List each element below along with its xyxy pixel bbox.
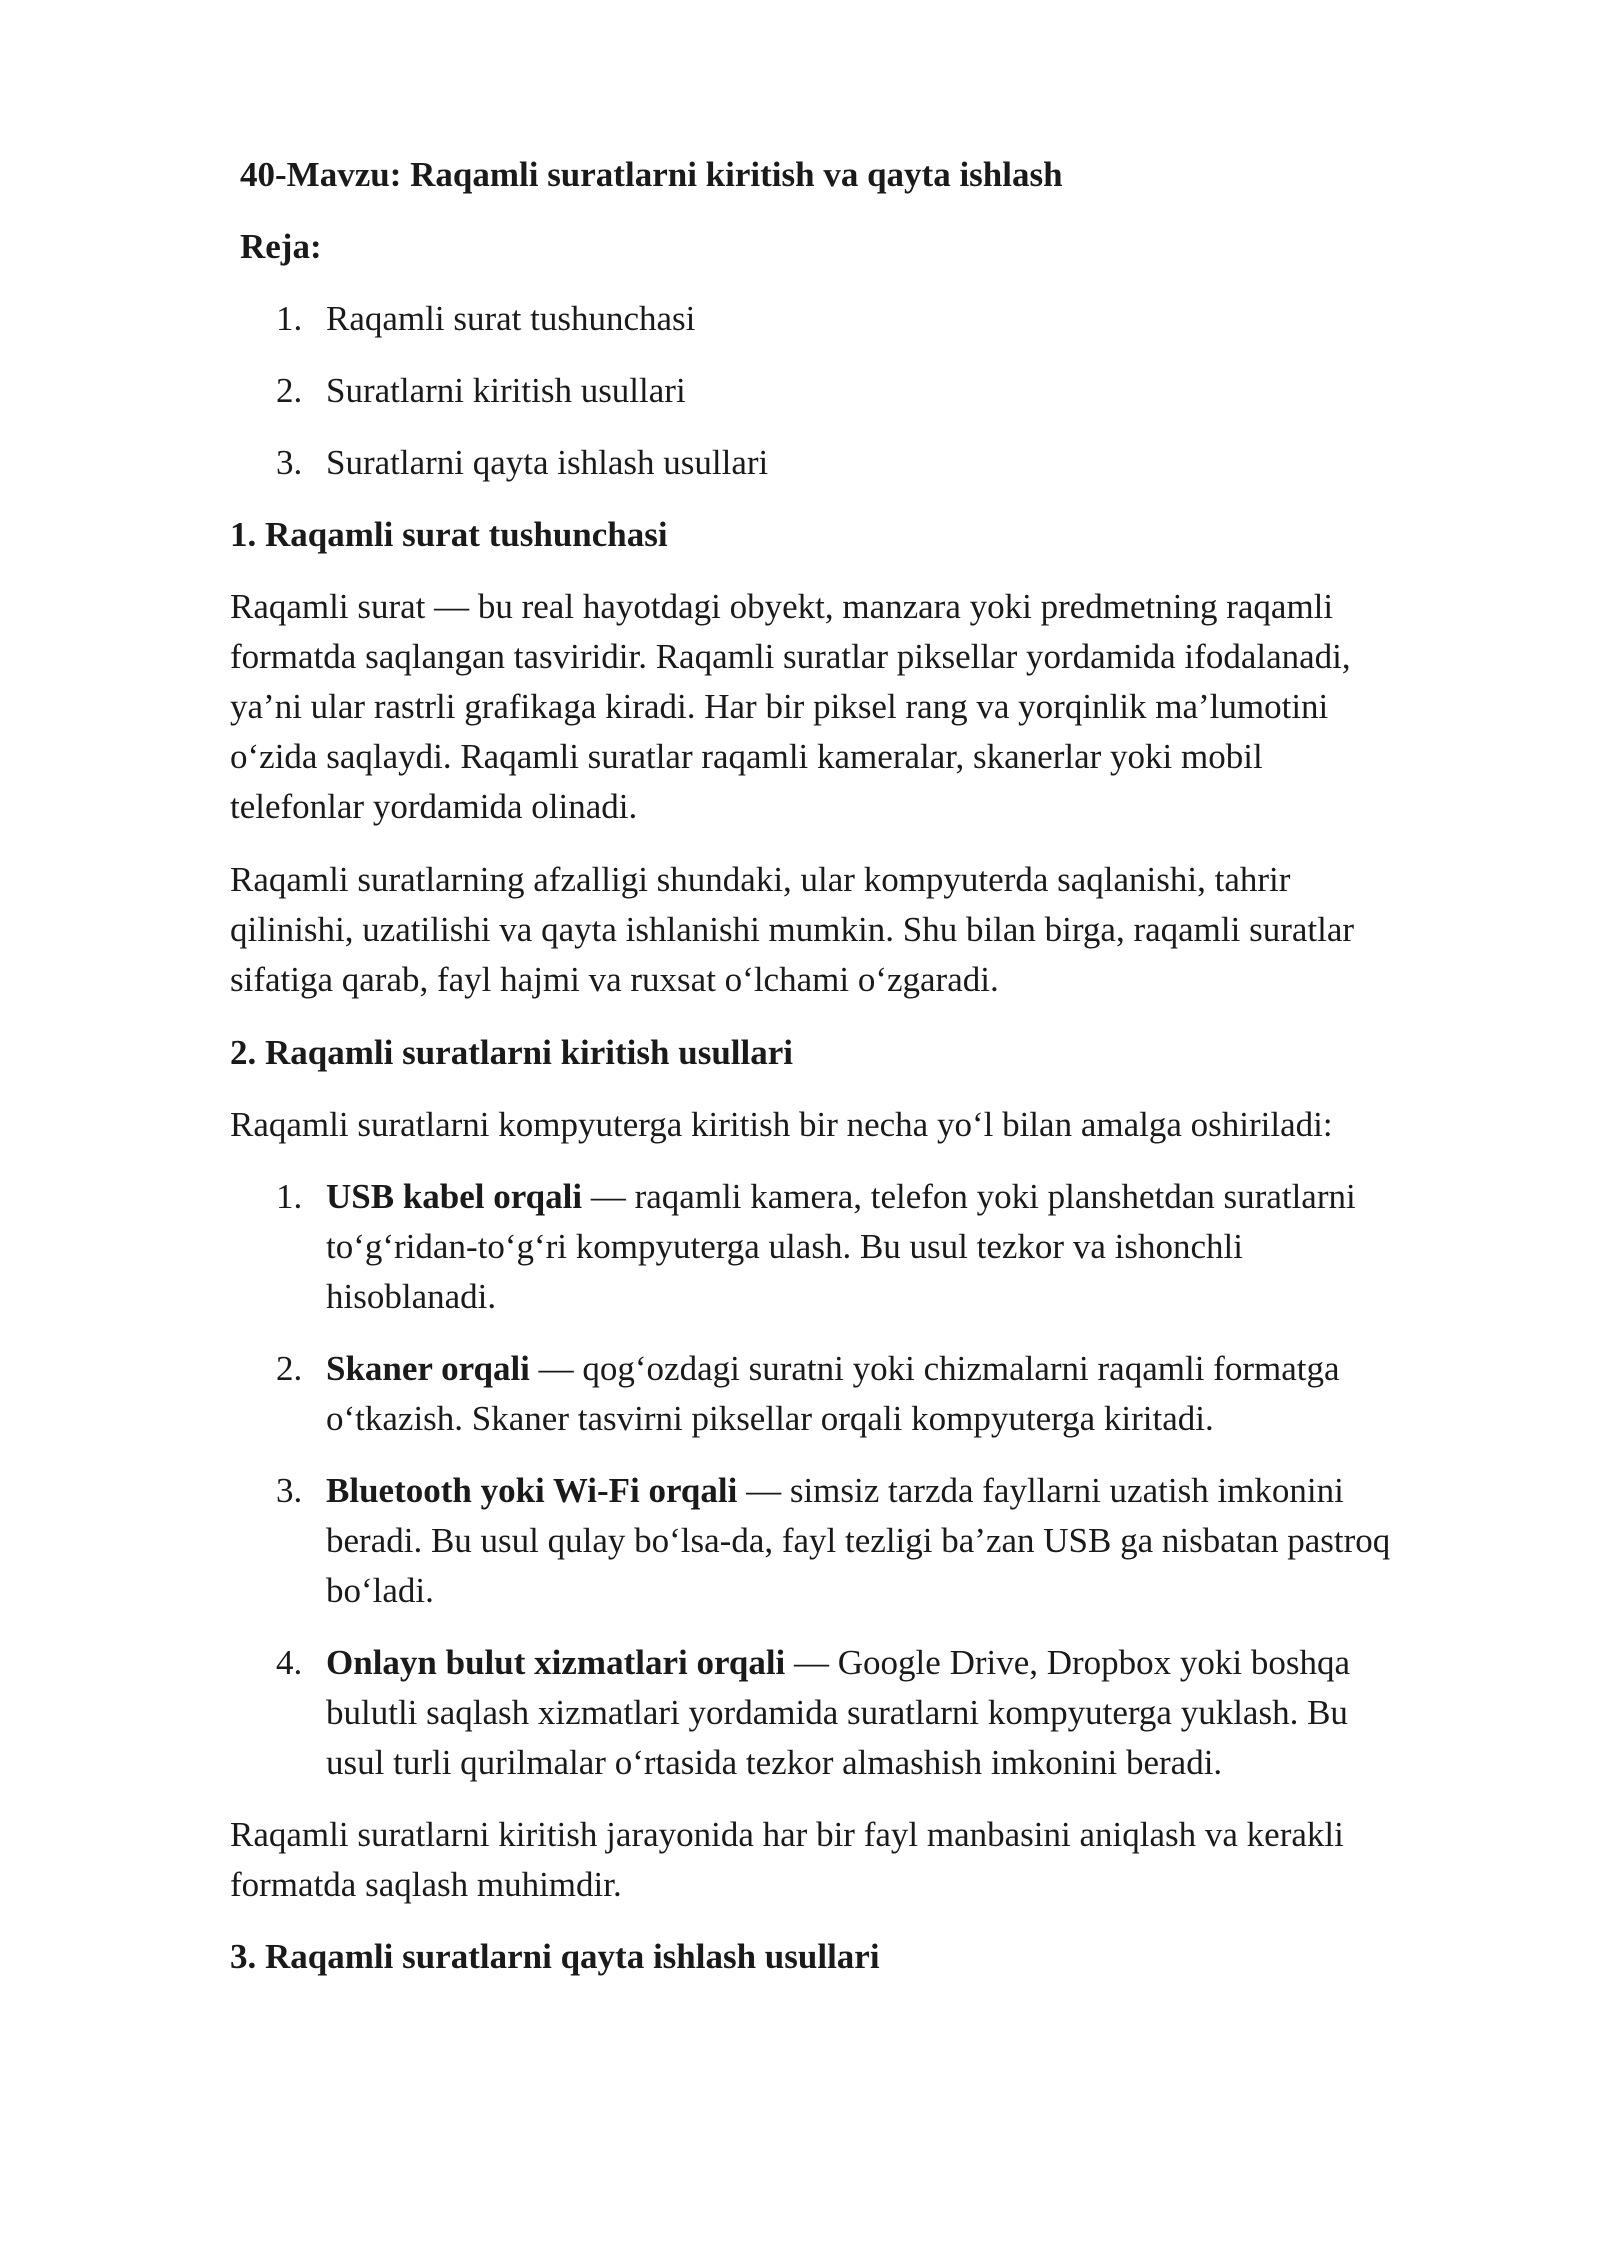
paragraph-line: telefonlar yordamida olinadi. xyxy=(230,787,638,826)
plan-item-text: Raqamli surat tushunchasi xyxy=(326,299,696,338)
section3-heading: 3. Raqamli suratlarni qayta ishlash usullari xyxy=(230,1937,880,1976)
paragraph-line: ya’ni ular rastrli grafikaga kiradi. Har bir piksel rang va yorqinlik ma’lumotini xyxy=(230,687,1329,726)
plan-label: Reja: xyxy=(240,227,322,266)
section1-heading: 1. Raqamli surat tushunchasi xyxy=(230,515,668,554)
method-description: — simsiz tarzda fayllarni uzatish imkonini xyxy=(737,1471,1344,1510)
paragraph-line: Raqamli surat — bu real hayotdagi obyekt, manzara yoki predmetning raqamli xyxy=(230,587,1334,626)
method-line: bulutli saqlash xizmatlari yordamida suratlarni kompyuterga yuklash. Bu xyxy=(326,1693,1348,1732)
method-line: bo‘ladi. xyxy=(326,1571,434,1610)
paragraph-line: formatda saqlangan tasviridir. Raqamli suratlar piksellar yordamida ifodalanadi, xyxy=(230,637,1351,676)
document-title: 40-Mavzu: Raqamli suratlarni kiritish va qayta ishlash xyxy=(240,155,1063,194)
paragraph-line: o‘zida saqlaydi. Raqamli suratlar raqamli kameralar, skanerlar yoki mobil xyxy=(230,737,1263,776)
method-number: 3. xyxy=(276,1471,303,1510)
method-term: USB kabel orqali xyxy=(326,1177,583,1216)
method-term: Skaner orqali xyxy=(326,1349,530,1388)
method-item xyxy=(326,1466,1344,1516)
method-description: — Google Drive, Dropbox yoki boshqa xyxy=(785,1643,1351,1682)
plan-item-number: 3. xyxy=(276,443,303,482)
method-line: hisoblanadi. xyxy=(326,1277,497,1316)
plan-item-text: Suratlarni kiritish usullari xyxy=(326,371,686,410)
method-number: 1. xyxy=(276,1177,303,1216)
method-line: o‘tkazish. Skaner tasvirni piksellar orqali kompyuterga kiritadi. xyxy=(326,1399,1214,1438)
method-item xyxy=(326,1638,1350,1688)
method-line: to‘g‘ridan-to‘g‘ri kompyuterga ulash. Bu usul tezkor va ishonchli xyxy=(326,1227,1243,1266)
paragraph-line: formatda saqlash muhimdir. xyxy=(230,1865,622,1904)
method-line: usul turli qurilmalar o‘rtasida tezkor almashish imkonini beradi. xyxy=(326,1743,1223,1782)
paragraph-line: Raqamli suratlarni kiritish jarayonida har bir fayl manbasini aniqlash va kerakli xyxy=(230,1815,1344,1854)
method-number: 4. xyxy=(276,1643,303,1682)
section2-intro: Raqamli suratlarni kompyuterga kiritish bir necha yo‘l bilan amalga oshiriladi: xyxy=(230,1105,1333,1144)
plan-item-number: 1. xyxy=(276,299,303,338)
section2-heading: 2. Raqamli suratlarni kiritish usullari xyxy=(230,1033,793,1072)
paragraph-line: qilinishi, uzatilishi va qayta ishlanishi mumkin. Shu bilan birga, raqamli suratlar xyxy=(230,910,1355,949)
method-item xyxy=(326,1344,1340,1394)
plan-item-text: Suratlarni qayta ishlash usullari xyxy=(326,443,769,482)
method-number: 2. xyxy=(276,1349,303,1388)
method-term: Bluetooth yoki Wi-Fi orqali xyxy=(326,1471,738,1510)
method-description: — raqamli kamera, telefon yoki planshetdan suratlarni xyxy=(582,1177,1356,1216)
paragraph-line: sifatiga qarab, fayl hajmi va ruxsat o‘lchami o‘zgaradi. xyxy=(230,960,999,999)
method-item xyxy=(326,1172,1356,1222)
paragraph-line: Raqamli suratlarning afzalligi shundaki, ular kompyuterda saqlanishi, tahrir xyxy=(230,860,1291,899)
method-description: — qog‘ozdagi suratni yoki chizmalarni raqamli formatga xyxy=(529,1349,1340,1388)
plan-item-number: 2. xyxy=(276,371,303,410)
method-line: beradi. Bu usul qulay bo‘lsa-da, fayl tezligi ba’zan USB ga nisbatan pastroq xyxy=(326,1521,1391,1560)
method-term: Onlayn bulut xizmatlari orqali xyxy=(326,1643,786,1682)
